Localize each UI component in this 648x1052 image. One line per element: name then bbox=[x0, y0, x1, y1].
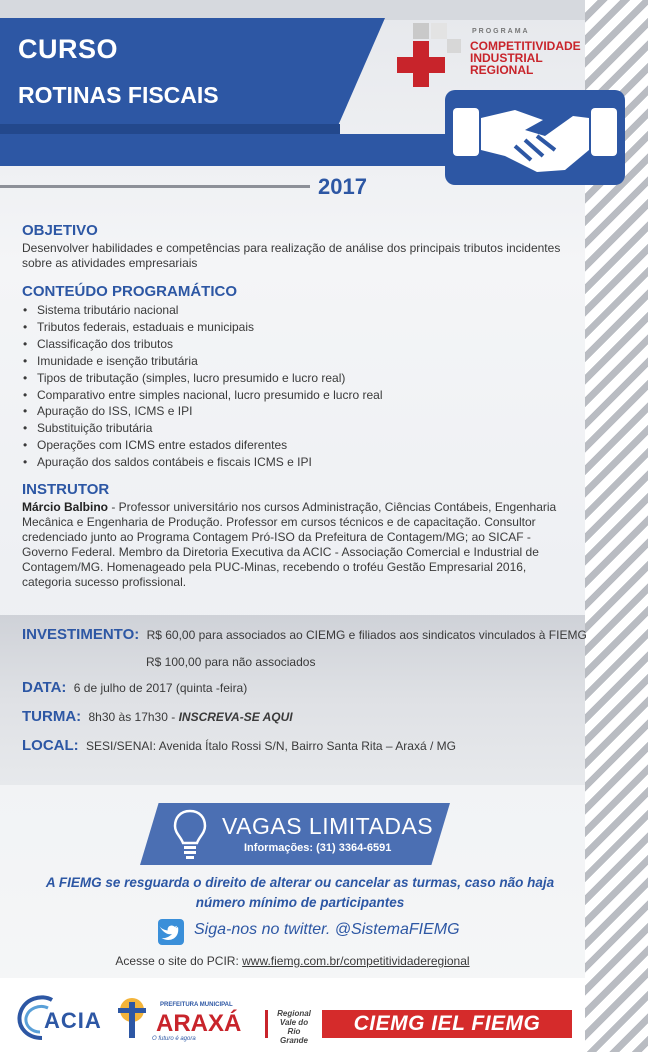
list-item: • Operações com ICMS entre estados diferentes bbox=[22, 437, 562, 454]
list-item: • Comparativo entre simples nacional, lucro presumido e lucro real bbox=[22, 387, 562, 404]
inscreva-link[interactable]: INSCREVA-SE AQUI bbox=[178, 710, 293, 724]
list-item: • Substituição tributária bbox=[22, 420, 562, 437]
handshake-icon bbox=[445, 90, 625, 185]
logo-square-7 bbox=[413, 73, 429, 87]
turma-label: TURMA: bbox=[22, 708, 82, 725]
list-item: • Apuração dos saldos contábeis e fiscais ICMS e IPI bbox=[22, 454, 562, 471]
course-title: ROTINAS FISCAIS bbox=[18, 82, 219, 108]
regional-divider bbox=[265, 1010, 268, 1038]
vagas-info: Informações: (31) 3364-6591 bbox=[244, 842, 392, 854]
logo-square-2 bbox=[431, 23, 447, 39]
lightbulb-icon bbox=[172, 808, 208, 860]
main-content bbox=[22, 222, 562, 590]
objetivo-text: Desenvolver habilidades e competências para realização de análise dos principais tributos incidentes sobre as atividades empresariais bbox=[22, 241, 561, 270]
logo-square-5 bbox=[413, 57, 429, 73]
local-row bbox=[22, 737, 456, 754]
turma-row bbox=[22, 708, 293, 725]
conteudo-list bbox=[22, 302, 562, 471]
header-accent bbox=[0, 124, 340, 134]
investimento-label: INVESTIMENTO: bbox=[22, 626, 140, 643]
instrutor-name: Márcio Balbino bbox=[22, 500, 109, 515]
ciemg-iel-fiemg-logo: CIEMG IEL FIEMG bbox=[322, 1010, 572, 1038]
logo-square-4 bbox=[397, 57, 413, 73]
course-label: CURSO bbox=[18, 34, 119, 64]
logo-square-6 bbox=[429, 57, 445, 73]
instrutor-text bbox=[22, 500, 562, 590]
list-item: • Classificação dos tributos bbox=[22, 336, 562, 353]
twitter-handle[interactable]: Siga-nos no twitter. @SistemaFIEMG bbox=[194, 921, 460, 938]
instrutor-bio: - Professor universitário nos cursos Administração, Ciências Contábeis, Engenharia Mecânica e Engenharia de Produção. Professor em cursos técnicos e de capacitação. Consultor credenciado junto ao Programa Contagem Pró-ISO da Prefeitura de Contagem/MG; ao SICAF - Governo Federal. Membro da Diretoria Executiva da ACIC - Associação Comercial e Industrial de Contagem/MG. Homenageado pela PUC-Minas, recebendo o troféu Gestão Empresarial 2016, categoria sucesso profissional. bbox=[22, 500, 557, 590]
acia-logo-text: ACIA bbox=[44, 1008, 102, 1033]
list-item: • Apuração do ISS, ICMS e IPI bbox=[22, 403, 562, 420]
list-item: • Imunidade e isenção tributária bbox=[22, 353, 562, 370]
araxa-tagline: O futuro é agora bbox=[152, 1036, 196, 1042]
program-name: COMPETITIVIDADE INDUSTRIAL REGIONAL bbox=[470, 39, 581, 77]
logo-square-1 bbox=[413, 23, 429, 39]
year: 2017 bbox=[318, 174, 367, 199]
conteudo-heading: CONTEÚDO PROGRAMÁTICO bbox=[22, 283, 237, 300]
logo-square-8 bbox=[447, 39, 461, 53]
investimento-row bbox=[22, 626, 587, 643]
program-label: PROGRAMA bbox=[472, 28, 530, 35]
local-label: LOCAL: bbox=[22, 737, 79, 754]
araxa-logo-text: ARAXÁ bbox=[156, 1010, 242, 1037]
objetivo-heading: OBJETIVO bbox=[22, 222, 98, 239]
site-line bbox=[0, 954, 585, 968]
data-row bbox=[22, 679, 247, 696]
araxa-prefeitura-label: PREFEITURA MUNICIPAL bbox=[160, 1002, 233, 1008]
instrutor-heading: INSTRUTOR bbox=[22, 481, 110, 499]
logo-square-3 bbox=[413, 41, 429, 57]
vagas-title: VAGAS LIMITADAS bbox=[222, 813, 434, 839]
list-item: • Sistema tributário nacional bbox=[22, 302, 562, 319]
data-value: 6 de julho de 2017 (quinta -feira) bbox=[73, 681, 248, 695]
disclaimer: A FIEMG se resguarda o direito de alterar ou cancelar as turmas, caso não haja número mínimo de participantes bbox=[45, 875, 555, 910]
araxa-statue-icon bbox=[112, 994, 152, 1044]
investimento-value-1: R$ 60,00 para associados ao CIEMG e filiados aos sindicatos vinculados à FIEMG bbox=[146, 628, 587, 642]
twitter-icon[interactable] bbox=[158, 919, 184, 945]
list-item: • Tributos federais, estaduais e municipais bbox=[22, 319, 562, 336]
regional-label: Regional Vale do Rio Grande bbox=[277, 1009, 311, 1045]
data-label: DATA: bbox=[22, 679, 67, 696]
year-divider bbox=[0, 185, 310, 188]
investimento-value-2: R$ 100,00 para não associados bbox=[146, 655, 316, 669]
site-link[interactable]: www.fiemg.com.br/competitividaderegional bbox=[242, 954, 470, 968]
site-prefix: Acesse o site do PCIR: bbox=[115, 954, 243, 968]
list-item: • Tipos de tributação (simples, lucro presumido e lucro real) bbox=[22, 370, 562, 387]
turma-value: 8h30 às 17h30 - bbox=[88, 710, 179, 724]
local-value: SESI/SENAI: Avenida Ítalo Rossi S/N, Bairro Santa Rita – Araxá / MG bbox=[86, 739, 456, 753]
investimento-row-2 bbox=[146, 655, 315, 669]
